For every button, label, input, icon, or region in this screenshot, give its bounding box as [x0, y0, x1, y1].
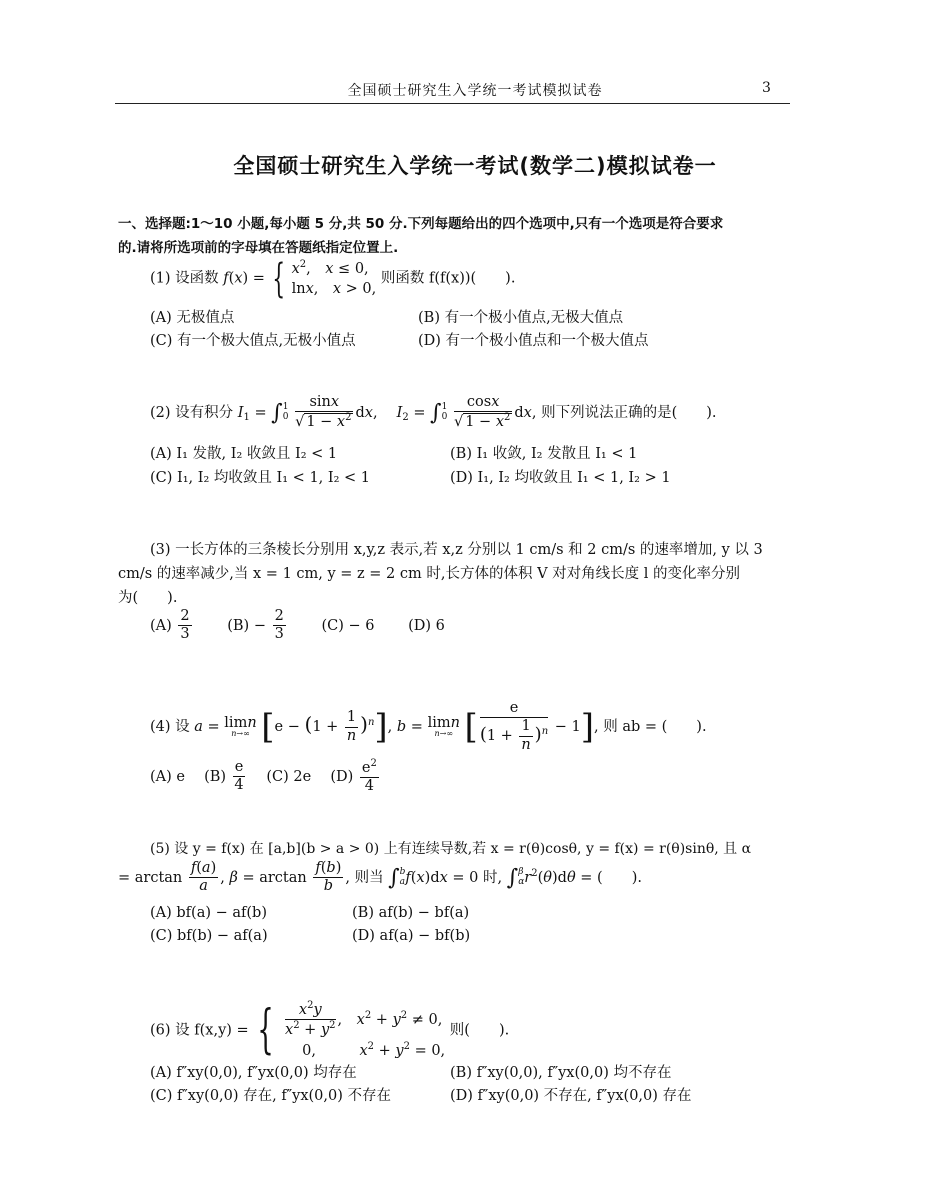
q5-option-b: (B) af(b) − bf(a) — [352, 905, 470, 921]
q2-frac-2: $\frac{\cos x}{√ 1 - x^2}$ — [453, 394, 511, 431]
q1-option-c: (C) 有一个极大值点,无极小值点 — [150, 333, 356, 349]
question-2-stem: (2) 设有积分 $I_1$ = ∫ 1 0 $\frac{\sin x}{√ 1 - x^2}$ dx, $I_2$ = ∫ 1 0 $\frac{\cos x}{√ 1 - x^2}$ dx, 则下列说法正确的是( ). — [150, 394, 717, 431]
q5-option-d: (D) af(a) − bf(b) — [352, 928, 471, 944]
section-instructions-line2: 的.请将所选项前的字母填在答题纸指定位置上. — [118, 240, 399, 256]
q5-line-1: (5) 设 y = f(x) 在 [a,b](b > a > 0) 上有连续导数,若 x = r(θ)cosθ, y = f(x) = r(θ)sinθ, 且 α — [150, 841, 752, 857]
q6-prefix: (6) 设 f(x,y) = — [150, 1022, 249, 1039]
q2-prefix: (2) 设有积分 — [150, 404, 234, 421]
q5-option-c: (C) bf(b) − af(a) — [150, 928, 268, 944]
q1-option-a: (A) 无极值点 — [150, 310, 235, 326]
q1-prefix: (1) 设函数 — [150, 270, 219, 287]
q2-option-c: (C) I₁, I₂ 均收敛且 I₁ < 1, I₂ < 1 — [150, 470, 371, 486]
q6-piecewise: $\frac{x^2y}{x^2 + y^2}$ , $x^2 + y^2 \ne 0$, 0, $x^2 + y^2 = 0$, — [283, 1000, 446, 1059]
section-instructions-line1: 一、选择题:1～10 小题,每小题 5 分,共 50 分.下列每题给出的四个选项中,只有一个选项是符合要求 — [118, 216, 724, 232]
page-title: 全国硕士研究生入学统一考试(数学二)模拟试卷一 — [233, 154, 717, 178]
q2-frac-1: $\frac{\sin x}{√ 1 - x^2}$ — [295, 394, 352, 431]
q6-option-b: (B) f″xy(0,0), f″yx(0,0) 均不存在 — [450, 1065, 672, 1081]
question-6-stem — [150, 1000, 509, 1061]
running-title: 全国硕士研究生入学统一考试模拟试卷 — [347, 83, 603, 99]
q4-suffix: , 则 ab = ( ). — [594, 719, 707, 736]
q2-option-a: (A) I₁ 发散, I₂ 收敛且 I₂ < 1 — [150, 446, 338, 462]
q2-option-d: (D) I₁, I₂ 均收敛且 I₁ < 1, I₂ > 1 — [450, 470, 671, 486]
q6-option-a: (A) f″xy(0,0), f″yx(0,0) 均存在 — [150, 1065, 357, 1081]
q5-line-2: = arctan $\frac{f(a)}{a}$ , β = arctan $\frac{f(b)}{b}$ , 则当 ∫ b a f(x)dx = 0 时, ∫ β α $r^2(\theta)d\theta$ = ( ). — [118, 860, 642, 895]
q1-option-d: (D) 有一个极小值点和一个极大值点 — [418, 333, 649, 349]
q3-options: (A) $\frac{2}{3}$ (B) − $\frac{2}{3}$ (C) − 6 (D) 6 — [150, 608, 445, 643]
q5-option-a: (A) bf(a) − af(b) — [150, 905, 267, 921]
q3-option-d: (D) 6 — [408, 617, 445, 634]
header-rule — [115, 103, 790, 104]
q3-line-2: cm/s 的速率减少,当 x = 1 cm, y = z = 2 cm 时,长方体的体积 V 对对角线长度 l 的变化率分别 — [118, 566, 741, 582]
q3-line-1: (3) 一长方体的三条棱长分别用 x,y,z 表示,若 x,z 分别以 1 cm/s 和 2 cm/s 的速率增加, y 以 3 — [150, 542, 763, 558]
q2-suffix: , 则下列说法正确的是( ). — [531, 404, 717, 421]
q4-prefix: (4) 设 — [150, 719, 190, 736]
q2-option-b: (B) I₁ 收敛, I₂ 发散且 I₁ < 1 — [450, 446, 638, 462]
q6-option-d: (D) f″xy(0,0) 不存在, f″yx(0,0) 存在 — [450, 1088, 692, 1104]
left-brace: { — [257, 1000, 275, 1061]
q1-option-b: (B) 有一个极小值点,无极大值点 — [418, 310, 624, 326]
q1-suffix: 则函数 f(f(x))( ). — [380, 270, 516, 287]
q3-line-3: 为( ). — [118, 590, 178, 606]
q6-option-c: (C) f″xy(0,0) 存在, f″yx(0,0) 不存在 — [150, 1088, 392, 1104]
q4-option-a: (A) e — [150, 768, 185, 785]
page-number: 3 — [762, 80, 771, 96]
q4-option-c: (C) 2e — [266, 768, 312, 785]
q3-option-c: (C) − 6 — [321, 617, 375, 634]
question-4-stem: (4) 设 a = limn n→∞ [e − (1 + $\frac{1}{n}$ )$^n$], b = limn n→∞ [ e (1 + $\frac{1}{n}$ )$^n$ − 1], 则 ab = ( ). — [150, 700, 707, 753]
question-1-stem: (1) 设函数 f(x) = { $x^2$, x ≤ 0, lnx, x > 0, 则函数 f(f(x))( ). — [150, 255, 516, 302]
q4-options: (A) e (B) $\frac{e}{4}$ (C) 2e (D) $\frac{e^2}{4}$ — [150, 758, 377, 795]
q1-piecewise: $x^2$, x ≤ 0, lnx, x > 0, — [291, 259, 377, 297]
q6-suffix: 则( ). — [449, 1022, 510, 1039]
left-brace: { — [271, 255, 285, 302]
